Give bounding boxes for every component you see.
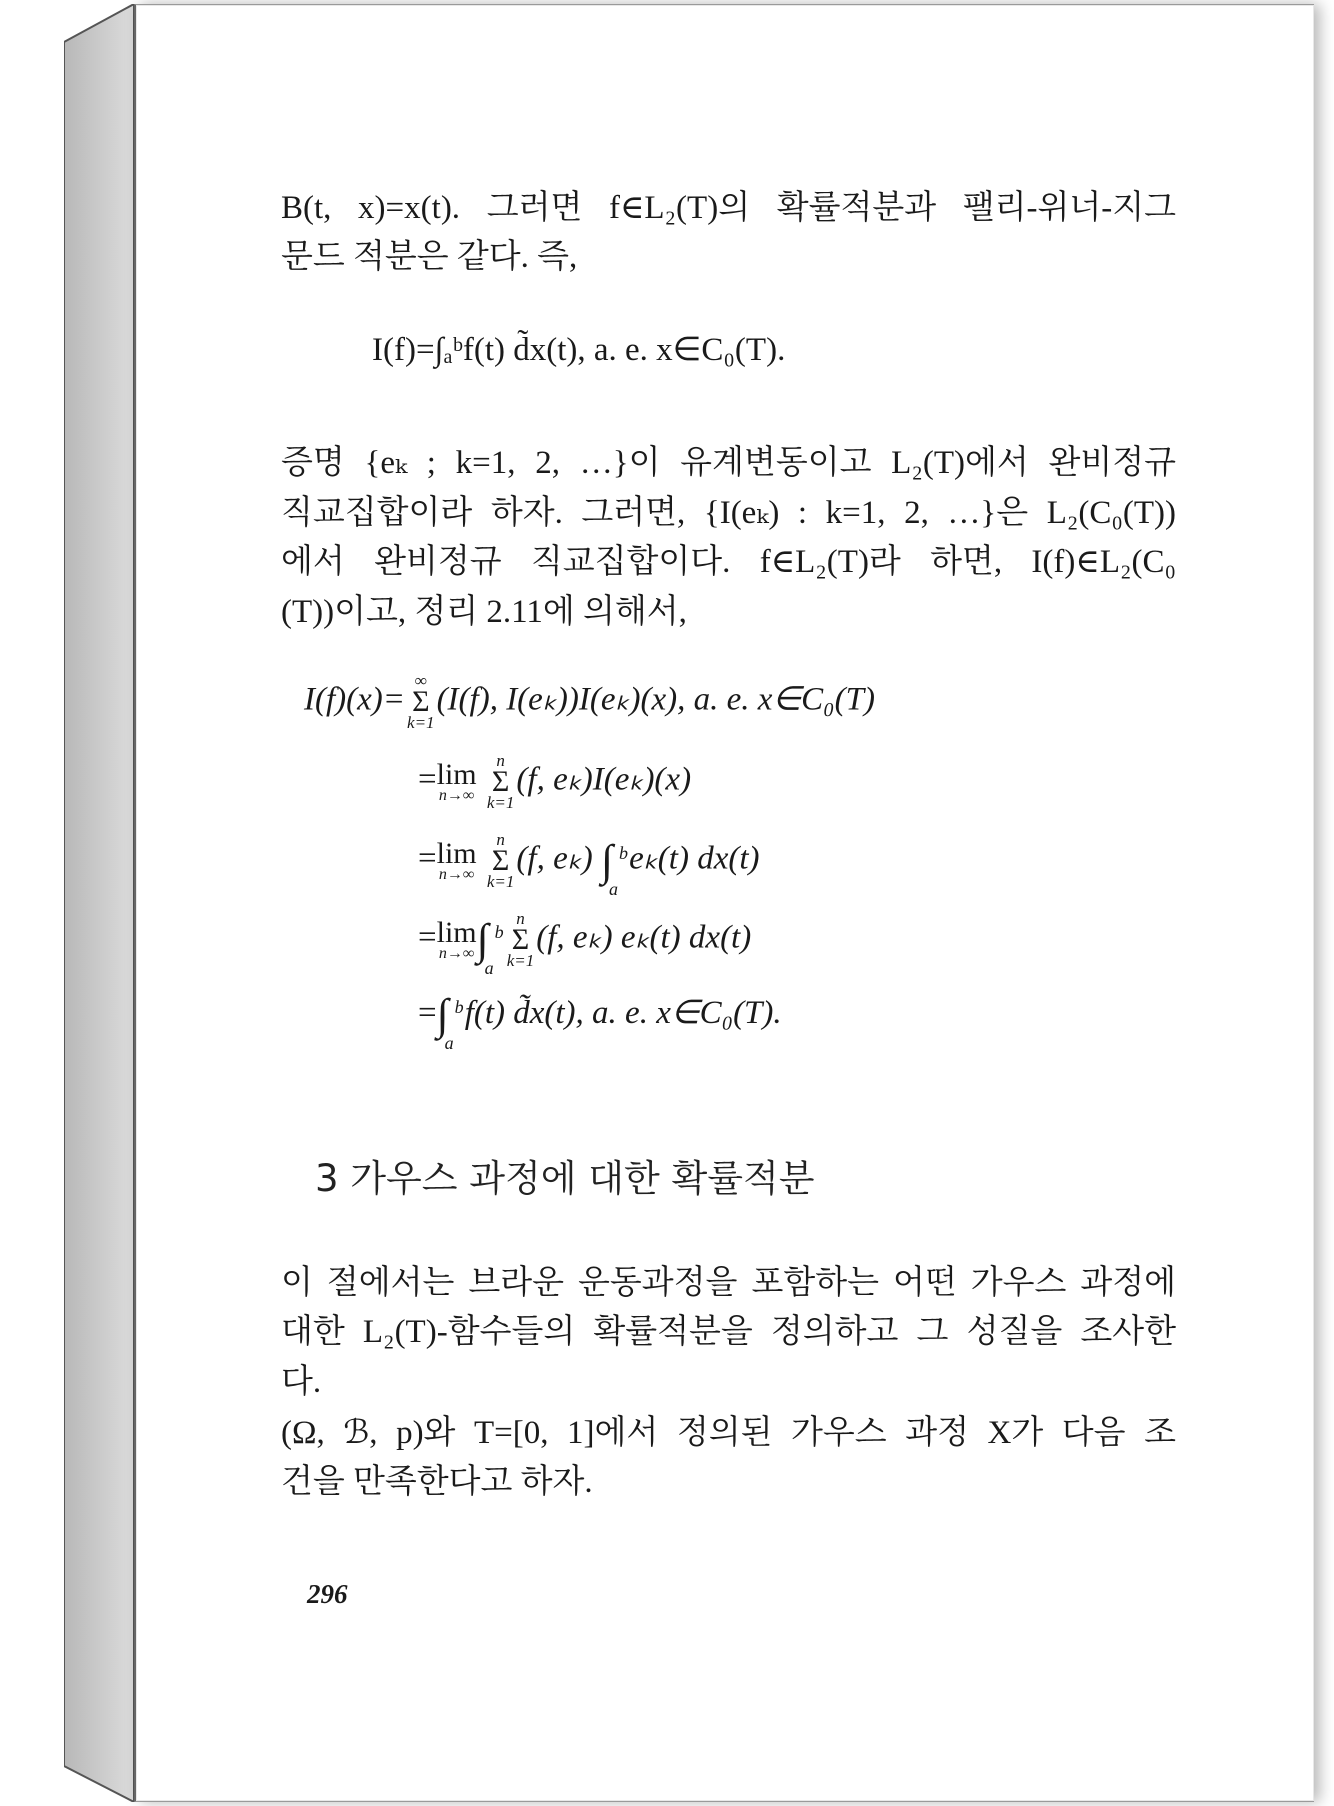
text-line: 이 절에서는 브라운 운동과정을 포함하는 어떤 가우스 과정에 bbox=[281, 1265, 1176, 1301]
sum-symbol: ∞ Σ k=1 bbox=[407, 671, 435, 732]
section-heading: 3 가우스 과정에 대한 확률적분 bbox=[315, 1157, 815, 1200]
eq-rhs: (I(f), I(eₖ))I(eₖ)(x), a. e. x∈C₀(T) bbox=[436, 681, 875, 718]
derivation-line-2: = lim n→∞ n Σ k=1 (f, eₖ)I(eₖ)(x) bbox=[418, 751, 692, 812]
text-line: (T))이고, 정리 2.11에 의해서, bbox=[281, 594, 687, 630]
display-equation: I(f)=∫ₐᵇf(t) d̃x(t), a. e. x∈C₀(T). bbox=[372, 332, 786, 368]
page-number: 296 bbox=[307, 1579, 348, 1609]
text-line: 에서 완비정규 직교집합이다. f∈L₂(T)라 하면, I(f)∈L₂(C₀ bbox=[281, 544, 1176, 580]
text-line: 대한 L₂(T)-함수들의 확률적분을 정의하고 그 성질을 조사한 bbox=[281, 1314, 1176, 1350]
derivation-line-5: =∫ b a f(t) d̃x(t), a. e. x∈C₀(T). bbox=[418, 990, 782, 1054]
sum-symbol: n Σ k=1 bbox=[486, 751, 515, 812]
sum-symbol: n Σ k=1 bbox=[506, 909, 535, 970]
eq-lhs: I(f)(x)= bbox=[304, 681, 406, 718]
text-line: 증명 {eₖ ; k=1, 2, …}이 유계변동이고 L₂(T)에서 완비정규 bbox=[281, 445, 1176, 481]
sum-symbol: n Σ k=1 bbox=[486, 830, 515, 891]
text-line: 직교집합이라 하자. 그러면, {I(eₖ) : k=1, 2, …}은 L₂(C₀(T)) bbox=[281, 495, 1176, 531]
derivation-line-3: = lim n→∞ n Σ k=1 (f, eₖ) ∫ b a eₖ(t) dx(t) bbox=[418, 830, 760, 899]
text-line: 건을 만족한다고 하자. bbox=[281, 1464, 593, 1500]
integral-symbol: ∫ b a bbox=[476, 915, 504, 978]
book-spine-edge bbox=[64, 4, 134, 1802]
text-line: (Ω, ℬ, p)와 T=[0, 1]에서 정의된 가우스 과정 X가 다음 조 bbox=[281, 1415, 1176, 1451]
text-line: 다. bbox=[281, 1364, 322, 1400]
text-line: 문드 적분은 같다. 즉, bbox=[281, 239, 578, 275]
limit-symbol: lim n→∞ bbox=[436, 837, 477, 883]
integral-symbol: ∫ b a bbox=[601, 836, 629, 899]
integral-symbol: ∫ b a bbox=[436, 990, 464, 1054]
text-line: B(t, x)=x(t). 그러면 f∈L₂(T)의 확률적분과 팰리-위너-지그 bbox=[281, 190, 1176, 226]
book-page bbox=[134, 4, 1314, 1802]
limit-symbol: lim n→∞ bbox=[436, 758, 477, 804]
limit-symbol: lim n→∞ bbox=[436, 916, 477, 962]
derivation-line-4: = lim n→∞ ∫ b a n Σ k=1 (f, eₖ) eₖ(t) dx(t) bbox=[418, 909, 752, 978]
derivation-line-1 bbox=[304, 673, 875, 731]
